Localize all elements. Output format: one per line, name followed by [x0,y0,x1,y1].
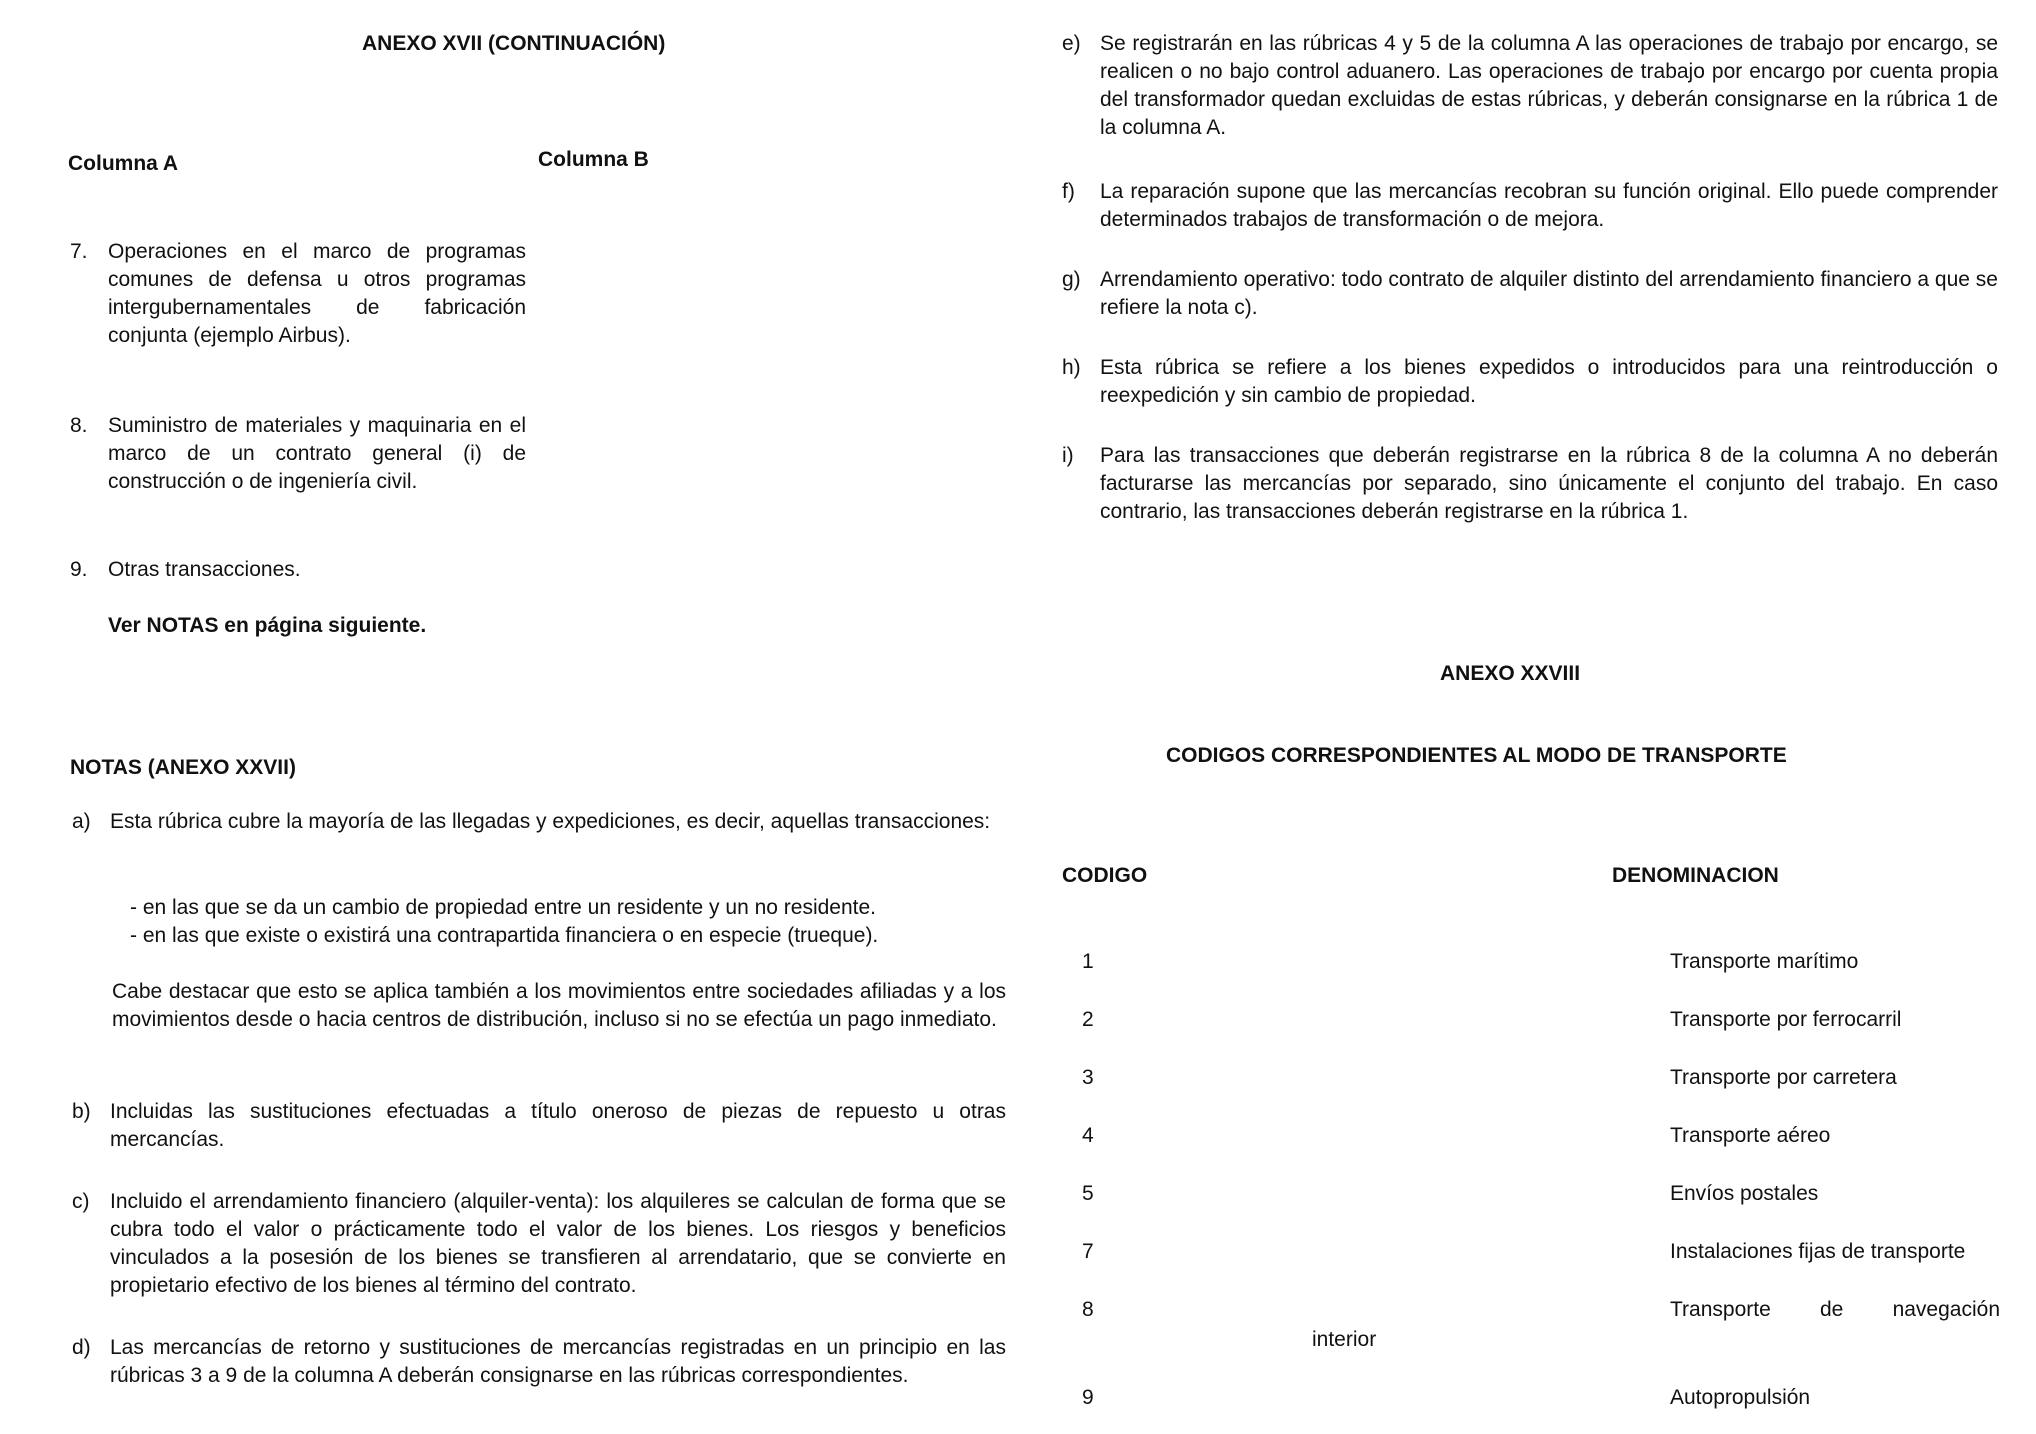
column-b-header: Columna B [538,148,649,171]
note-a-text: Esta rúbrica cubre la mayoría de las llegadas y expediciones, es decir, aquellas transacciones: [110,810,991,833]
see-notes-line: Ver NOTAS en página siguiente. [108,614,427,637]
item-7-number: 7. [70,240,88,263]
note-i-text: Para las transacciones que deberán registrarse en la rúbrica 8 de la columna A no deberán facturarse las mercancías por separado, sino únicamente el conjunto del trabajo. En caso contrario, las transacciones deberán registrarse en la rúbrica 1. [1100,444,1998,523]
note-a-bullet-2: - en las que existe o existirá una contrapartida financiera o en especie (trueque). [130,924,879,947]
note-e-label: e) [1062,32,1081,55]
denomination-row-3: Transporte por carretera [1670,1066,1897,1089]
denomination-row-1: Transporte marítimo [1670,950,1859,973]
note-h-label: h) [1062,356,1081,379]
item-9-text: Otras transacciones. [108,558,301,581]
denomination-row-5: Envíos postales [1670,1182,1819,1205]
code-row-4: 4 [1082,1124,1094,1147]
code-row-5: 5 [1082,1182,1094,1205]
annex-xvii-title: ANEXO XVII (CONTINUACIÓN) [362,32,666,55]
denomination-row-4: Transporte aéreo [1670,1124,1831,1147]
code-row-3: 3 [1082,1066,1094,1089]
column-a-header: Columna A [68,152,179,175]
note-b-label: b) [72,1100,91,1123]
note-c-text: Incluido el arrendamiento financiero (alquiler-venta): los alquileres se calculan de forma que se cubra todo el valor o prácticamente todo el valor de los bienes. Los riesgos y beneficios vinculados a la posesión de los bienes se transfieren al arrendatario, que se convierte en propietario efectivo de los bienes al término del contrato. [110,1190,1006,1297]
note-h-text: Esta rúbrica se refiere a los bienes expedidos o introducidos para una reintroducción o reexpedición y sin cambio de propiedad. [1100,356,1998,407]
note-c-label: c) [72,1190,90,1213]
item-8-number: 8. [70,414,88,437]
note-e-text: Se registrarán en las rúbricas 4 y 5 de la columna A las operaciones de trabajo por encargo, se realicen o no bajo control aduanero. Las operaciones de trabajo por encargo por cuenta propia del transformador quedan excluidas de estas rúbricas, y deberán consignarse en la rúbrica 1 de la columna A. [1100,32,1998,139]
code-row-7: 7 [1082,1240,1094,1263]
notes-title: NOTAS (ANEXO XXVII) [70,756,296,779]
note-f-text: La reparación supone que las mercancías recobran su función original. Ello puede comprender determinados trabajos de transformación o de mejora. [1100,180,1998,231]
code-row-8: 8 [1082,1298,1094,1321]
item-8-text: Suministro de materiales y maquinaria en el marco de un contrato general (i) de construcción o de ingeniería civil. [108,414,526,493]
code-row-2: 2 [1082,1008,1094,1031]
note-g-label: g) [1062,268,1081,291]
note-a-bullet-1: - en las que se da un cambio de propiedad entre un residente y un no residente. [130,896,877,919]
denomination-row-8: Transporte de navegación [1670,1298,2000,1321]
denomination-row-8-continuation: interior [1312,1328,1377,1351]
transport-codes-subtitle: CODIGOS CORRESPONDIENTES AL MODO DE TRANSPORTE [1166,744,1787,767]
code-row-9: 9 [1082,1386,1094,1409]
item-9-number: 9. [70,558,88,581]
denomination-row-2: Transporte por ferrocarril [1670,1008,1902,1031]
denomination-row-7: Instalaciones fijas de transporte [1670,1240,1966,1263]
note-i-label: i) [1062,444,1074,467]
annex-xxviii-title: ANEXO XXVIII [1440,662,1581,685]
note-g-text: Arrendamiento operativo: todo contrato de alquiler distinto del arrendamiento financiero a que se refiere la nota c). [1100,268,1998,319]
denomination-row-9: Autopropulsión [1670,1386,1811,1409]
note-d-text: Las mercancías de retorno y sustituciones de mercancías registradas en un principio en las rúbricas 3 a 9 de la columna A deberán consignarse en las rúbricas correspondientes. [110,1336,1006,1387]
note-d-label: d) [72,1336,91,1359]
code-row-1: 1 [1082,950,1094,973]
note-a-label: a) [72,810,91,833]
note-a-extra: Cabe destacar que esto se aplica también a los movimientos entre sociedades afiliadas y a los movimientos desde o hacia centros de distribución, incluso si no se efectúa un pago inmediato. [112,980,1006,1031]
table-header-name: DENOMINACION [1612,864,1779,887]
table-header-code: CODIGO [1062,864,1148,887]
item-7-text: Operaciones en el marco de programas comunes de defensa u otros programas intergubernamentales de fabricación conjunta (ejemplo Airbus). [108,240,526,347]
note-f-label: f) [1062,180,1075,203]
note-b-text: Incluidas las sustituciones efectuadas a título oneroso de piezas de repuesto u otras mercancías. [110,1100,1006,1151]
